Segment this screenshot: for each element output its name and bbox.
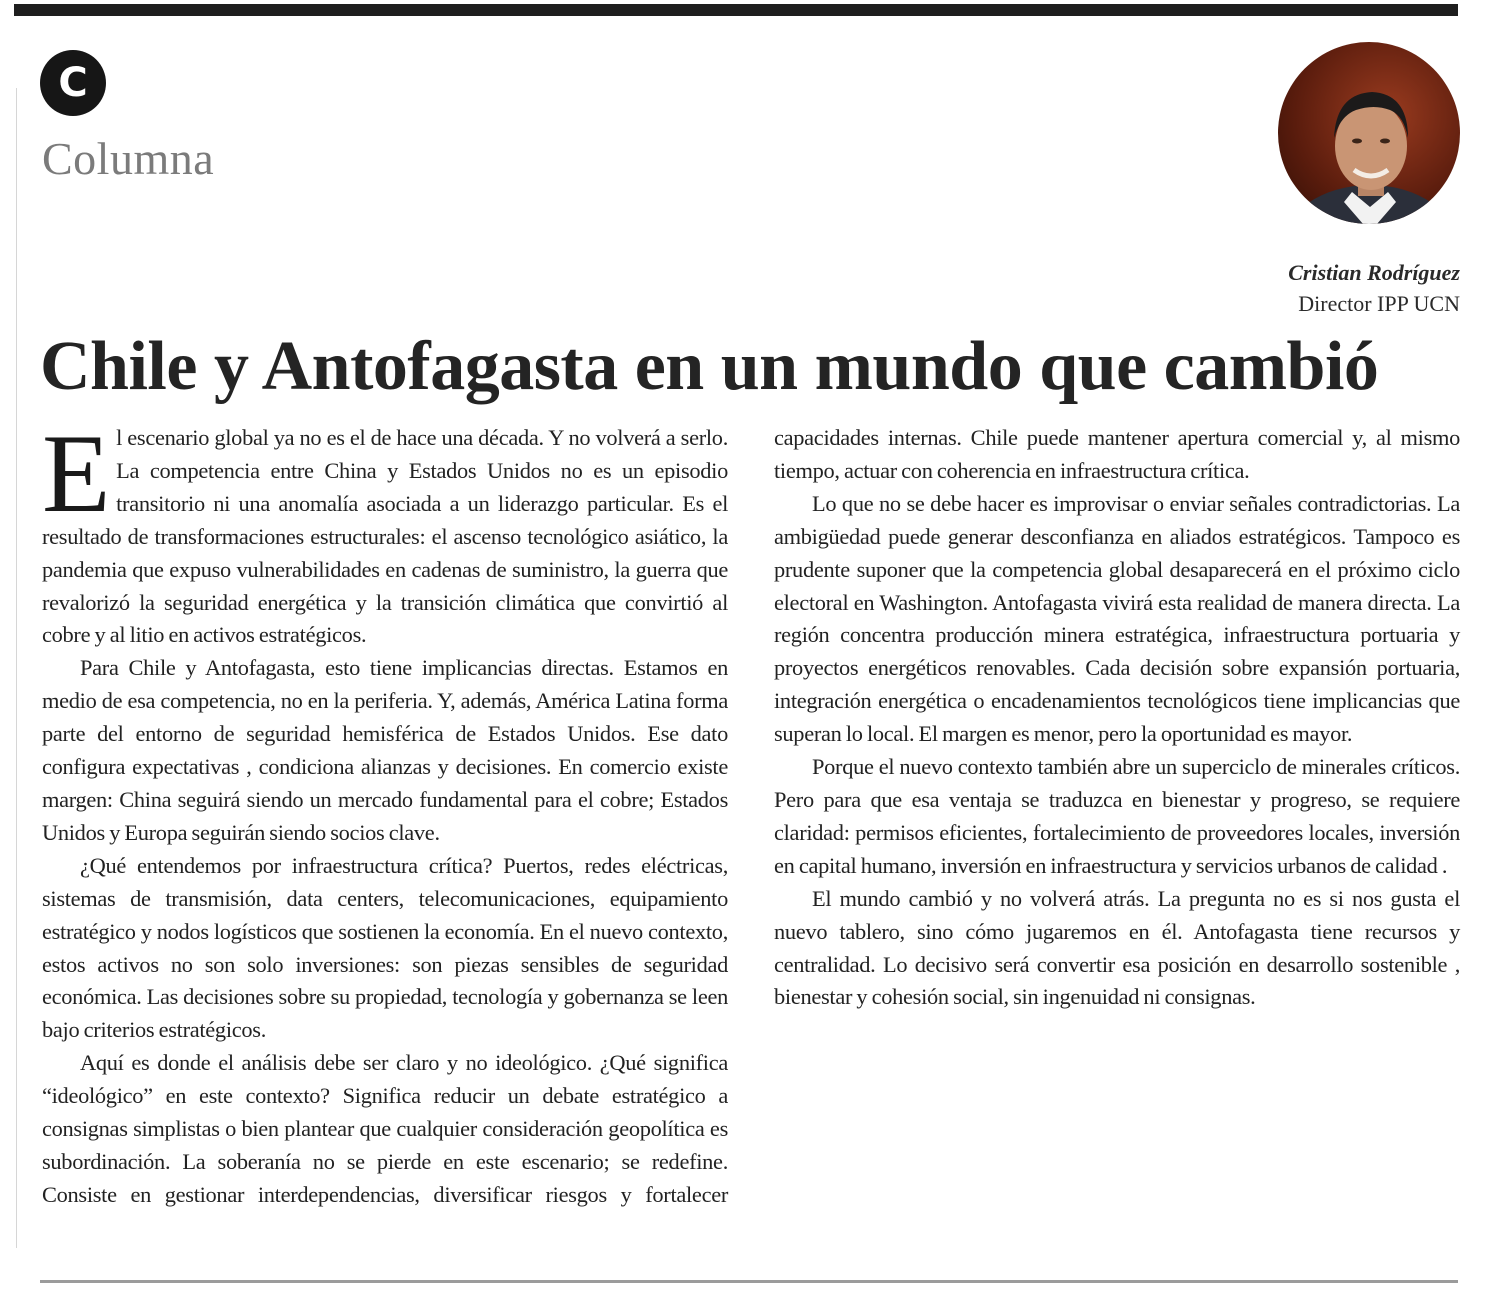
article-paragraph: ¿Qué entendemos por infraestructura crítica? Puertos, redes eléctricas, sistemas de transmisión, data centers, telecomunicaciones, equipamiento estratégico y nodos logísticos que sostienen la economía. En el nuevo contexto, estos activos no son solo inversiones: son piezas sensibles de seguridad económica. Las decisiones sobre su propiedad, tecnología y gobernanza se leen bajo criterios estratégicos. — [42, 852, 728, 1043]
article-paragraph: Aquí es donde el análisis debe ser claro y no ideológico. ¿Qué significa “ideológico” en este contexto? Significa reducir un debate estratégico a consignas simplistas o bien plantear que cualquier consideración geopolítica es subordinación. La soberanía no se pierde en este escenario; se redefine. Consiste en gestionar interdependencias, diversificar riesgos y fortalecer capacidades internas. Chile puede mantener apertura comercial y, al mismo tiempo, actuar con coherencia en infraestructura crítica. — [42, 425, 1460, 1207]
author-byline — [1288, 258, 1460, 320]
section-badge-icon: C — [40, 50, 106, 116]
article-body — [42, 412, 1460, 1258]
author-portrait-icon — [1278, 42, 1460, 224]
headline: Chile y Antofagasta en un mundo que cambió — [40, 328, 1379, 405]
left-rule — [16, 88, 17, 1248]
author-name: Cristian Rodríguez — [1288, 260, 1460, 285]
article-paragraph: Para Chile y Antofagasta, esto tiene implicancias directas. Estamos en medio de esa competencia, no en la periferia. Y, además, América Latina forma parte del entorno de seguridad hemisférica de Estados Unidos. Ese dato configura expectativas , condiciona alianzas y decisiones. En comercio existe margen: China seguirá siendo un mercado fundamental para el cobre; Estados Unidos y Europa seguirán siendo socios clave. — [42, 655, 728, 845]
article-paragraph: El mundo cambió y no volverá atrás. La pregunta no es si nos gusta el nuevo tablero, sino cómo jugaremos en él. Antofagasta tiene recursos y centralidad. Lo decisivo será convertir esa posición en desarrollo sostenible , bienestar y cohesión social, sin ingenuidad ni consignas. — [774, 885, 1460, 1010]
article-paragraph — [42, 412, 728, 652]
article-paragraph: Porque el nuevo contexto también abre un superciclo de minerales críticos. Pero para que esa ventaja se traduzca en bienestar y progreso, se requiere claridad: permisos eficientes, fortalecimiento de proveedores locales, inversión en capital humano, inversión en infraestructura y servicios urbanos de calidad . — [774, 754, 1460, 878]
section-label: Columna — [42, 133, 215, 184]
author-photo — [1278, 42, 1460, 224]
article-paragraph: Lo que no se debe hacer es improvisar o enviar señales contradictorias. La ambigüedad puede generar desconfianza en aliados estratégicos. Tampoco es prudente suponer que la competencia global desaparecerá en el próximo ciclo electoral en Washington. Antofagasta vivirá esta realidad de manera directa. La región concentra producción minera estratégica, infraestructura portuaria y proyectos energéticos renovables. Cada decisión sobre expansión portuaria, integración energética o encadenamientos tecnológicos tiene implicancias que superan lo local. El margen es menor, pero la oportunidad es mayor. — [774, 490, 1460, 747]
bottom-rule — [40, 1280, 1458, 1283]
paragraph-text: l escenario global ya no es el de hace una década. Y no volverá a serlo. La competencia entre China y Estados Unidos no es un episodio transitorio ni una anomalía asociada a un liderazgo particular. Es el resultado de transformaciones estructurales: el ascenso tecnológico asiático, la pandemia que expuso vulnerabilidades en cadenas de suministro, la guerra que revalorizó la seguridad energética y la transición climática que convirtió al cobre y al litio en activos estratégicos. — [42, 425, 728, 648]
author-role: Director IPP UCN — [1298, 291, 1460, 316]
top-rule — [14, 4, 1458, 16]
drop-cap: E — [42, 412, 111, 536]
